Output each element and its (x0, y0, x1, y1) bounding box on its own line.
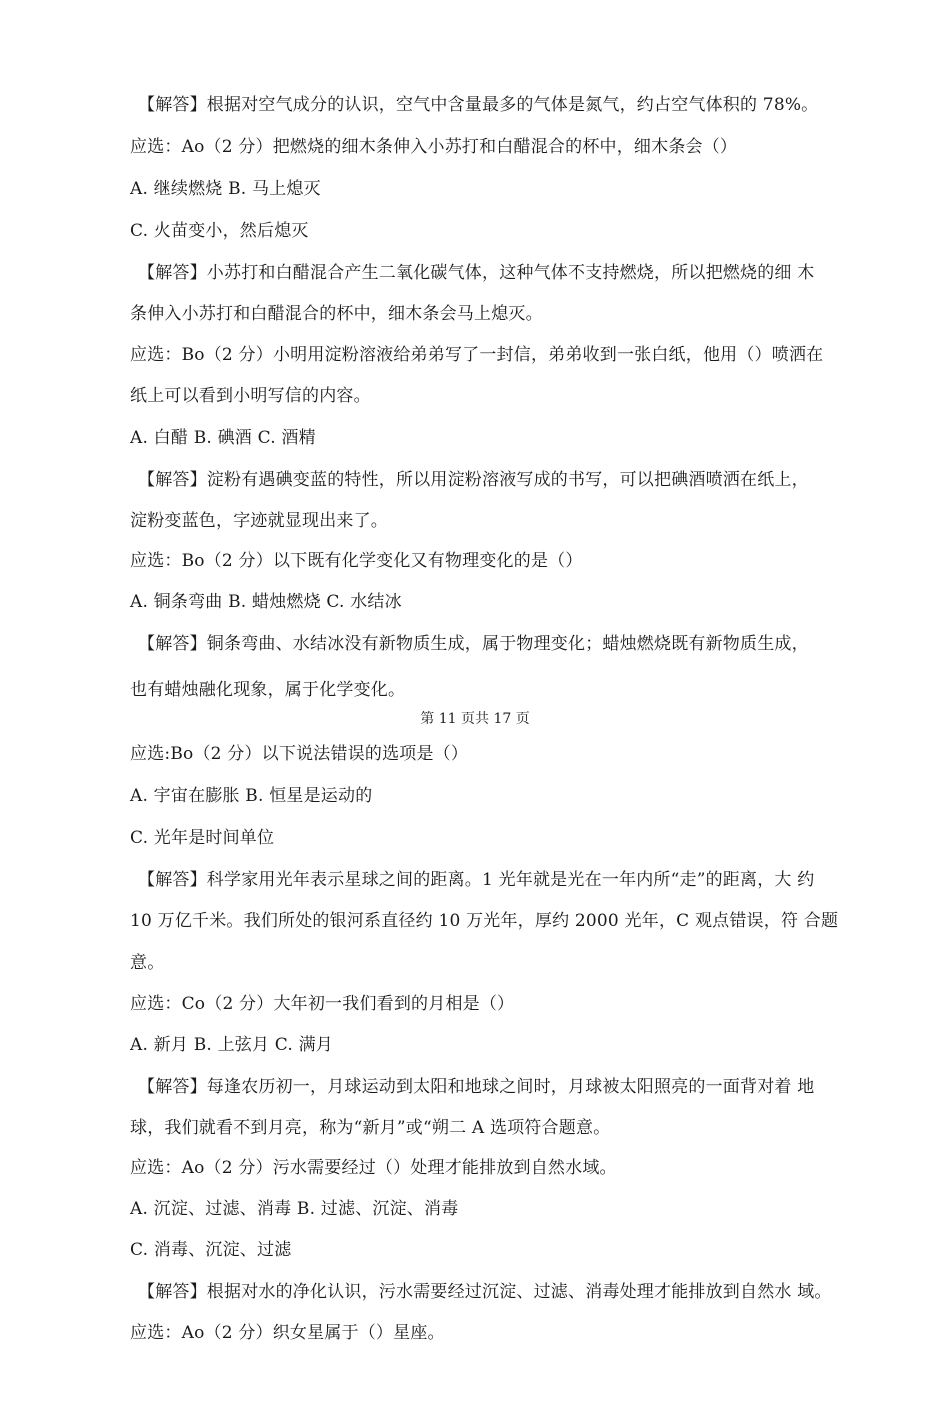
option-line: A. 沉淀、过滤、消毒 B. 过滤、沉淀、消毒 (130, 1199, 459, 1219)
answer-explanation-line: 也有蜡烛融化现象，属于化学变化。 (130, 680, 406, 700)
option-line: C. 消毒、沉淀、过滤 (130, 1240, 292, 1260)
answer-explanation-line: 意。 (130, 953, 165, 973)
option-line: A. 新月 B. 上弦月 C. 满月 (130, 1035, 334, 1055)
option-line: A. 宇宙在膨胀 B. 恒星是运动的 (130, 786, 373, 806)
answer-explanation-line: 球，我们就看不到月亮，称为“新月”或“朔二 A 选项符合题意。 (130, 1118, 611, 1138)
answer-explanation-line: 【解答】淀粉有遇碘变蓝的特性，所以用淀粉溶液写成的书写，可以把碘酒喷洒在纸上， (138, 470, 809, 490)
answer-explanation-line: 【解答】铜条弯曲、水结冰没有新物质生成，属于物理变化；蜡烛燃烧既有新物质生成， (138, 634, 809, 654)
option-line: A. 白醋 B. 碘酒 C. 酒精 (130, 428, 316, 448)
question-line: 应选：Ao（2 分）把燃烧的细木条伸入小苏打和白醋混合的杯中，细木条会（） (130, 137, 738, 157)
question-line: 应选：Bo（2 分）以下既有化学变化又有物理变化的是（） (130, 551, 583, 571)
option-line: A. 继续燃烧 B. 马上熄灭 (130, 179, 321, 199)
option-line: C. 光年是时间单位 (130, 828, 275, 848)
answer-explanation-line: 淀粉变蓝色，字迹就显现出来了。 (130, 511, 388, 531)
page-footer: 第 11 页共 17 页 (420, 711, 530, 727)
answer-explanation-line: 【解答】根据对空气成分的认识，空气中含量最多的气体是氮气，约占空气体积的 78%。 (138, 95, 819, 115)
answer-explanation-line: 10 万亿千米。我们所处的银河系直径约 10 万光年，厚约 2000 光年，C 观点错误，符 合题 (130, 911, 839, 931)
answer-explanation-line: 【解答】科学家用光年表示星球之间的距离。1 光年就是光在一年内所“走”的距离，大 约 (138, 870, 815, 890)
option-line: C. 火苗变小，然后熄灭 (130, 221, 309, 241)
answer-explanation-line: 【解答】小苏打和白醋混合产生二氧化碳气体，这种气体不支持燃烧，所以把燃烧的细 木 (138, 263, 815, 283)
answer-explanation-line: 条伸入小苏打和白醋混合的杯中，细木条会马上熄灭。 (130, 304, 543, 324)
question-line: 应选:Bo（2 分）以下说法错误的选项是（） (130, 744, 469, 764)
option-line: A. 铜条弯曲 B. 蜡烛燃烧 C. 水结冰 (130, 592, 402, 612)
question-line: 应选：Co（2 分）大年初一我们看到的月相是（） (130, 994, 515, 1014)
answer-explanation-line: 【解答】每逢农历初一，月球运动到太阳和地球之间时，月球被太阳照亮的一面背对着 地 (138, 1077, 815, 1097)
answer-explanation-line: 【解答】根据对水的净化认识，污水需要经过沉淀、过滤、消毒处理才能排放到自然水 域。 (138, 1282, 832, 1302)
question-line: 应选：Bo（2 分）小明用淀粉溶液给弟弟写了一封信，弟弟收到一张白纸，他用（）喷洒在 (130, 345, 824, 365)
question-line: 应选：Ao（2 分）织女星属于（）星座。 (130, 1323, 445, 1343)
question-line: 纸上可以看到小明写信的内容。 (130, 386, 371, 406)
question-line: 应选：Ao（2 分）污水需要经过（）处理才能排放到自然水域。 (130, 1158, 617, 1178)
